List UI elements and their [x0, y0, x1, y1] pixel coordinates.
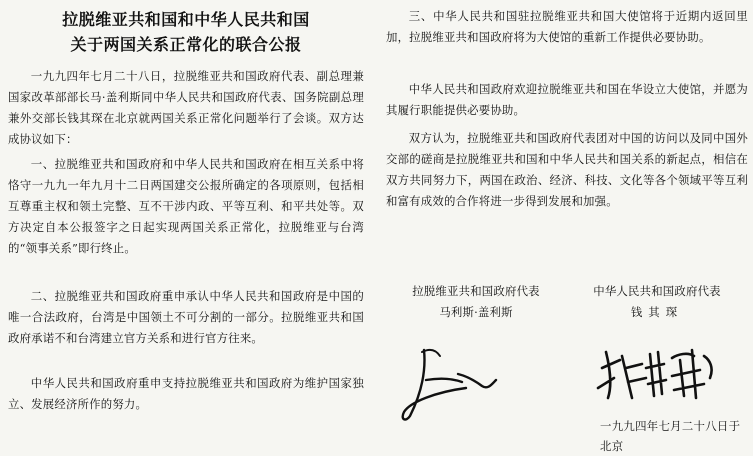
- signatory-left-name: 马利斯·盖利斯: [439, 305, 513, 319]
- title-line-2: 关于两国关系正常化的联合公报: [70, 35, 302, 54]
- signature-right-icon: [592, 338, 722, 408]
- signatory-right-name: 钱其琛: [630, 305, 684, 319]
- paragraph-support: 中华人民共和国政府重申支持拉脱维亚共和国政府为维护国家独立、发展经济所作的努力。: [8, 376, 364, 411]
- signatory-left-label: 拉脱维亚共和国政府代表: [412, 284, 540, 298]
- paragraph-article-3: 三、中华人民共和国驻拉脱维亚共和国大使馆将于近期内返回里加，拉脱维亚共和国政府将为大使馆的重新工作提供必要协助。: [386, 9, 748, 44]
- dateline: 一九九四年七月二十八日于北京: [600, 419, 741, 453]
- title-line-1: 拉脱维亚共和国和中华人民共和国: [62, 10, 310, 29]
- paragraph-cooperation: 双方认为，拉脱维亚共和国政府代表团对中国的访问以及同中国外交部的磋商是拉脱维亚共和国和中华人民共和国关系的新起点，相信在双方共同努力下，两国在政治、经济、科技、文化等各个领域平等互利和富有成效的合作将进一步得到发展和加强。: [386, 131, 748, 208]
- paragraph-opening: 一九九四年七月二十八日，拉脱维亚共和国政府代表、副总理兼国家改革部部长马·盖利斯同中华人民共和国政府代表、国务院副总理兼外交部长钱其琛在北京就两国关系正常化问题举行了会谈。双方达成协议如下：: [8, 69, 364, 146]
- paragraph-embassy: 中华人民共和国政府欢迎拉脱维亚共和国在华设立大使馆，并愿为其履行职能提供必要协助。: [386, 82, 748, 117]
- signatory-right-label: 中华人民共和国政府代表: [593, 284, 721, 298]
- signature-left-icon: [396, 340, 506, 426]
- paragraph-article-2: 二、拉脱维亚共和国政府重申承认中华人民共和国政府是中国的唯一合法政府，台湾是中国领土不可分割的一部分。拉脱维亚共和国政府承诺不和台湾建立官方关系和进行官方往来。: [8, 289, 364, 345]
- paragraph-article-1: 一、拉脱维亚共和国政府和中华人民共和国政府在相互关系中将恪守一九九一年九月十二日两国建交公报所确定的各项原则，包括相互尊重主权和领土完整、互不干涉内政、平等互利、和平共处等。双方决定自本公报签字之日起实现两国关系正常化，拉脱维亚与台湾的“领事关系”即行终止。: [8, 157, 364, 255]
